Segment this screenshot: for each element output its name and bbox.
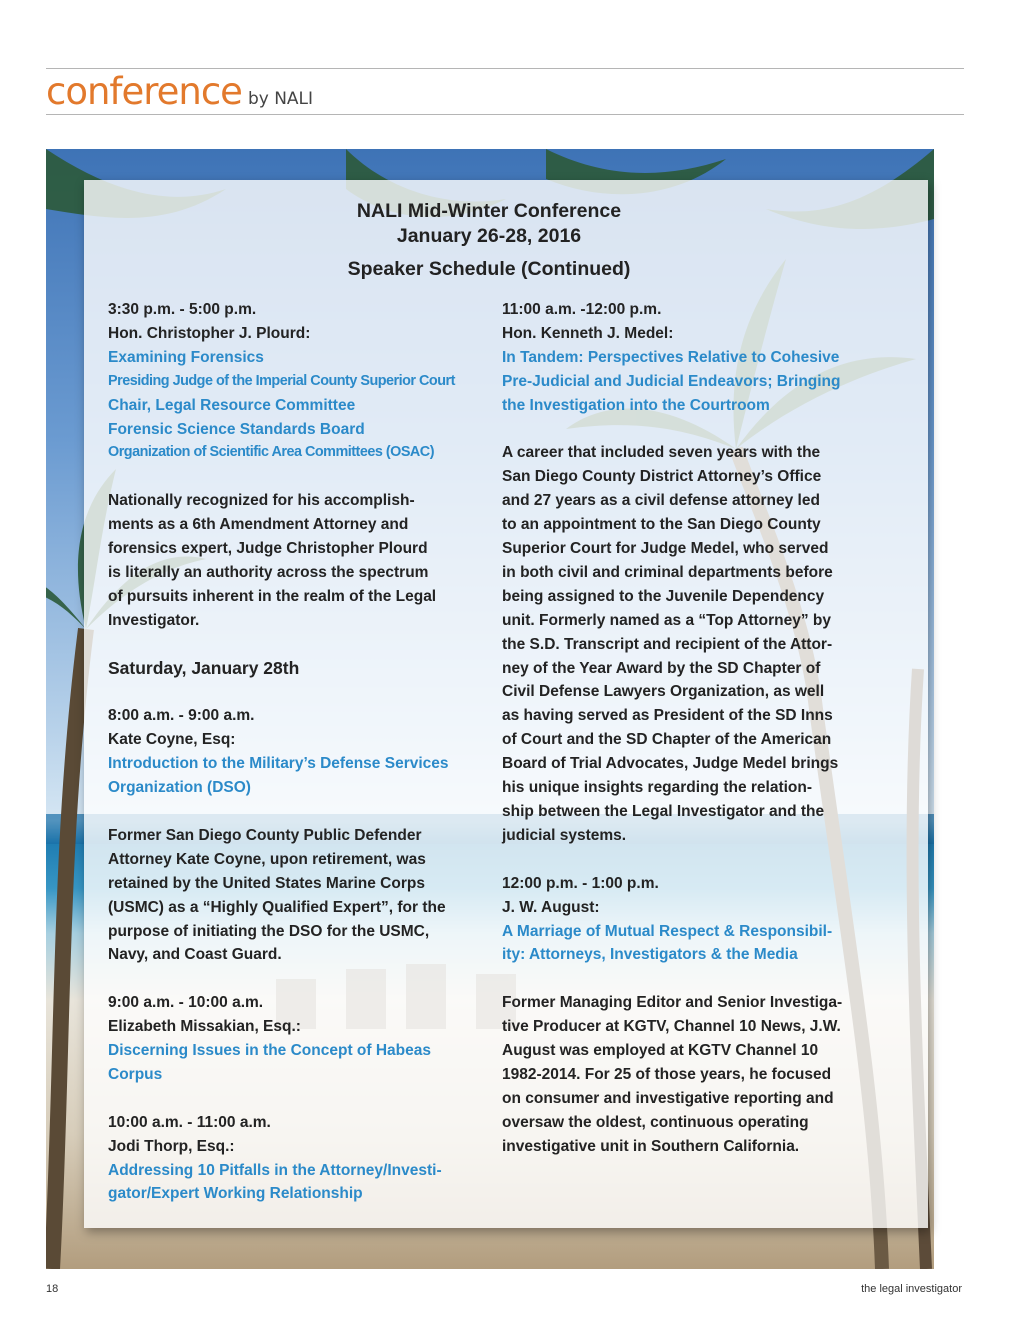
speaker-bio-line: Former San Diego County Public Defender <box>108 826 422 844</box>
session-topic: Introduction to the Military’s Defense Services <box>108 755 449 773</box>
speaker-role: Organization of Scientific Area Committees (OSAC) <box>108 444 434 461</box>
section-title: conference <box>46 70 242 113</box>
session-speaker: J. W. August: <box>502 898 600 916</box>
speaker-bio-line: purpose of initiating the DSO for the USMC, <box>108 922 430 940</box>
session-time: 12:00 p.m. - 1:00 p.m. <box>502 874 659 892</box>
speaker-bio-line: unit. Formerly named as a “Top Attorney” by <box>502 611 831 629</box>
section-header <box>46 70 313 113</box>
section-byline: by NALI <box>247 89 314 109</box>
speaker-bio-line: of pursuits inherent in the realm of the Legal <box>108 587 437 605</box>
session-topic: Examining Forensics <box>108 348 264 366</box>
speaker-role: Presiding Judge of the Imperial County Superior Court <box>108 372 455 389</box>
speaker-bio-line: 1982-2014. For 25 of those years, he focused <box>502 1065 832 1083</box>
session-time: 9:00 a.m. - 10:00 a.m. <box>108 994 264 1012</box>
speaker-bio-line: being assigned to the Juvenile Dependency <box>502 587 825 605</box>
speaker-bio-line: Civil Defense Lawyers Organization, as well <box>502 683 825 701</box>
session-topic: Corpus <box>108 1065 163 1083</box>
session-topic: Addressing 10 Pitfalls in the Attorney/Investi- <box>108 1161 442 1179</box>
speaker-bio-line: ney of the Year Award by the SD Chapter of <box>502 659 821 677</box>
speaker-bio-line: August was employed at KGTV Channel 10 <box>502 1042 819 1060</box>
speaker-bio-line: oversaw the oldest, continuous operating <box>502 1113 809 1131</box>
session-speaker: Jodi Thorp, Esq.: <box>108 1137 235 1155</box>
speaker-bio-line: Nationally recognized for his accomplish- <box>108 492 415 510</box>
session-topic: Pre-Judicial and Judicial Endeavors; Bringing <box>502 372 841 390</box>
speaker-bio-line: A career that included seven years with the <box>502 444 821 462</box>
speaker-bio-line: is literally an authority across the spectrum <box>108 563 429 581</box>
schedule-column-left <box>108 298 492 1206</box>
speaker-bio-line: retained by the United States Marine Corps <box>108 874 425 892</box>
schedule-heading: Speaker Schedule (Continued) <box>347 258 631 280</box>
session-speaker: Hon. Christopher J. Plourd: <box>108 324 311 342</box>
speaker-bio-line: on consumer and investigative reporting and <box>502 1089 834 1107</box>
speaker-bio-line: judicial systems. <box>502 826 627 844</box>
speaker-bio-line: and 27 years as a civil defense attorney led <box>502 492 820 510</box>
speaker-bio-line: forensics expert, Judge Christopher Plourd <box>108 540 428 558</box>
speaker-role: Forensic Science Standards Board <box>108 420 365 438</box>
session-speaker: Hon. Kenneth J. Medel: <box>502 324 674 342</box>
session-topic: A Marriage of Mutual Respect & Responsibil- <box>502 922 833 940</box>
speaker-bio-line: Attorney Kate Coyne, upon retirement, was <box>108 850 426 868</box>
session-topic: gator/Expert Working Relationship <box>108 1185 363 1203</box>
speaker-bio-line: Board of Trial Advocates, Judge Medel brings <box>502 755 839 773</box>
speaker-bio-line: tive Producer at KGTV, Channel 10 News, J.W. <box>502 1018 841 1036</box>
speaker-bio-line: San Diego County District Attorney’s Office <box>502 468 822 486</box>
schedule-column-right <box>502 298 882 1159</box>
speaker-bio-line: to an appointment to the San Diego County <box>502 516 821 534</box>
speaker-bio-line: ments as a 6th Amendment Attorney and <box>108 516 409 534</box>
speaker-role: Chair, Legal Resource Committee <box>108 396 356 414</box>
speaker-bio-line: investigative unit in Southern California. <box>502 1137 800 1155</box>
speaker-bio-line: Superior Court for Judge Medel, who served <box>502 540 829 558</box>
session-topic: the Investigation into the Courtroom <box>502 396 770 414</box>
session-time: 3:30 p.m. - 5:00 p.m. <box>108 301 257 318</box>
session-time: 8:00 a.m. - 9:00 a.m. <box>108 707 255 725</box>
session-time: 10:00 a.m. - 11:00 a.m. <box>108 1113 271 1131</box>
speaker-bio-line: Investigator. <box>108 611 200 629</box>
speaker-bio-line: Former Managing Editor and Senior Investiga- <box>502 994 843 1012</box>
day-heading: Saturday, January 28th <box>108 657 300 678</box>
speaker-bio-line: his unique insights regarding the relation- <box>502 779 813 797</box>
speaker-bio-line: of Court and the SD Chapter of the American <box>502 731 832 749</box>
conference-title: NALI Mid-Winter Conference <box>356 200 622 222</box>
speaker-bio-line: in both civil and criminal departments before <box>502 563 833 581</box>
session-speaker: Elizabeth Missakian, Esq.: <box>108 1018 301 1036</box>
speaker-bio-line: as having served as President of the SD Inns <box>502 707 833 725</box>
speaker-bio-line: the S.D. Transcript and recipient of the Attor- <box>502 635 833 653</box>
header-rule-top <box>46 68 964 69</box>
conference-dates: January 26-28, 2016 <box>396 225 582 247</box>
session-topic: Discerning Issues in the Concept of Habeas <box>108 1042 431 1060</box>
session-speaker: Kate Coyne, Esq: <box>108 731 236 749</box>
speaker-bio-line: (USMC) as a “Highly Qualified Expert”, for the <box>108 898 446 916</box>
session-topic: In Tandem: Perspectives Relative to Cohesive <box>502 348 840 366</box>
header-rule-bottom <box>46 114 964 115</box>
session-topic: ity: Attorneys, Investigators & the Media <box>502 946 798 964</box>
session-time: 11:00 a.m. -12:00 p.m. <box>502 301 662 318</box>
speaker-bio-line: Navy, and Coast Guard. <box>108 946 282 964</box>
page-number: 18 <box>46 1283 59 1295</box>
session-topic: Organization (DSO) <box>108 779 251 797</box>
speaker-bio-line: ship between the Legal Investigator and the <box>502 803 825 821</box>
publication-name: the legal investigator <box>861 1283 962 1295</box>
